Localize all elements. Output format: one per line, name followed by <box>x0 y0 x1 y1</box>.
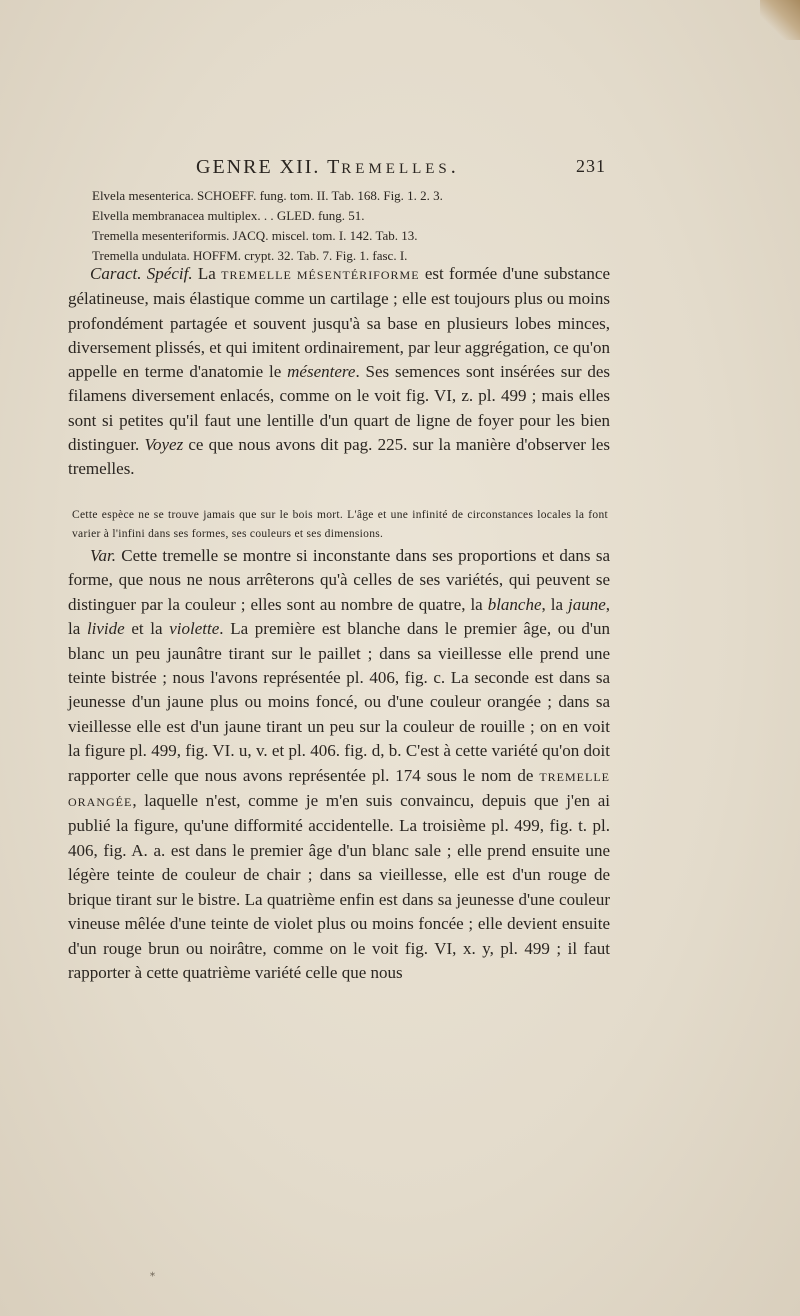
caract-label: Caract. Spécif. <box>90 264 193 283</box>
running-title-small: REMELLES <box>341 161 451 177</box>
note-text: Cette espèce ne se trouve jamais que sur le bois mort. L'âge et une infinité de circonstances locales la font varier à l'infini dans ses formes, ses couleurs et ses dimensions. <box>72 509 608 540</box>
description-paragraph <box>68 262 610 482</box>
text-run: , la <box>68 594 611 639</box>
species-name: TREMELLE ORANGÉE <box>68 769 610 810</box>
synonymy-entry: Tremella undulata. HOFFM. crypt. 32. Tab. 7. Fig. 1. fasc. I. <box>92 248 408 263</box>
page-corner-stain <box>760 0 800 40</box>
habitat-note <box>72 506 608 544</box>
running-title-prefix: GENRE XII. T <box>196 156 342 178</box>
text-run: est formée d'une substance gélatineuse, mais élastique comme un cartilage ; elle est toujours plus ou moins profondément partagée et souvent jusqu'à sa base en plusieurs lobes minces, diversement plissés, et qui imitent ordinairement, par leur aggrégation, ce qu'on appelle en terme d'anatomie le <box>68 264 610 382</box>
italic-term: mésentere <box>287 362 356 382</box>
varieties-paragraph <box>68 544 610 985</box>
variety-livide: livide <box>86 619 125 639</box>
synonymy-entry: Tremella mesenteriformis. JACQ. miscel. tom. I. 142. Tab. 13. <box>92 228 418 243</box>
variety-violette: violette <box>169 619 220 639</box>
text-run: . Ses semences sont insérées sur des filamens diversement enlacés, comme on le voit fig. VI, z. pl. 499 ; mais elles sont si petites qu'il faut une lentille d'un quart de ligne de foyer pour les bien distinguer. <box>68 362 611 455</box>
text-run: et la <box>124 619 170 639</box>
synonymy-entry: Elvela mesenterica. SCHOEFF. fung. tom. II. Tab. 168. Fig. 1. 2. 3. <box>92 188 443 203</box>
text-run: , la <box>541 594 568 614</box>
text-run: La <box>192 264 222 283</box>
text-run: Cette tremelle se montre si inconstante dans ses proportions et dans sa forme, que nous ne nous arrêterons qu'à celles de ses variétés, qui peuvent se distinguer par la couleur ; elles sont au nombre de quatre, la <box>68 546 610 614</box>
page-number: 231 <box>576 156 606 176</box>
italic-term: Voyez <box>144 435 184 455</box>
variety-blanche: blanche <box>487 594 542 614</box>
var-label: Var. <box>90 546 116 565</box>
varieties-section <box>68 544 610 985</box>
ink-speck: ⁎ <box>150 1268 155 1279</box>
species-name: TREMELLE MÉSENTÉRIFORME <box>221 268 420 282</box>
variety-jaune: jaune <box>567 594 606 614</box>
synonymy-entry: Elvella membranacea multiplex. . . GLED. fung. 51. <box>92 208 365 223</box>
species-description <box>68 262 610 482</box>
text-run: . La première est blanche dans le premier âge, ou d'un blanc un peu jaunâtre tirant sur le paillet ; dans sa vieillesse elle prend une teinte bistrée ; nous l'avons représentée pl. 406, fig. c. La seconde est dans sa jeunesse d'un jaune plus ou moins foncé, ou d'une couleur orangée ; dans sa vieillesse elle est d'un jaune tirant un peu sur la couleur de rouille ; on en voit la figure pl. 499, fig. VI. u, v. et pl. 406. fig. d, b. C'est à cette variété qu'on doit rapporter celle que nous avons représentée pl. 174 sous le nom de <box>68 619 610 785</box>
synonymy-list <box>92 186 612 266</box>
text-run: ce que nous avons dit pag. 225. sur la manière d'observer les tremelles. <box>68 435 610 479</box>
text-run: , laquelle n'est, comme je m'en suis convaincu, depuis que j'en ai publié la figure, qu'une difformité accidentelle. La troisième pl. 499, fig. t. pl. 406, fig. A. a. est dans le premier âge d'un blanc sale ; elle prend ensuite une légère teinte de couleur de chair ; dans sa vieillesse, elle est d'un rouge de brique tirant sur le bistre. La quatrième enfin est dans sa jeunesse d'une couleur vineuse mêlée d'une teinte de violet plus ou moins foncée ; elle devient ensuite d'un rouge brun ou noirâtre, comme on le voit fig. VI, x. y, pl. 499 ; il faut rapporter à cette quatrième variété celle que nous <box>68 791 610 982</box>
running-title <box>196 156 458 179</box>
running-title-suffix: . <box>450 156 458 178</box>
